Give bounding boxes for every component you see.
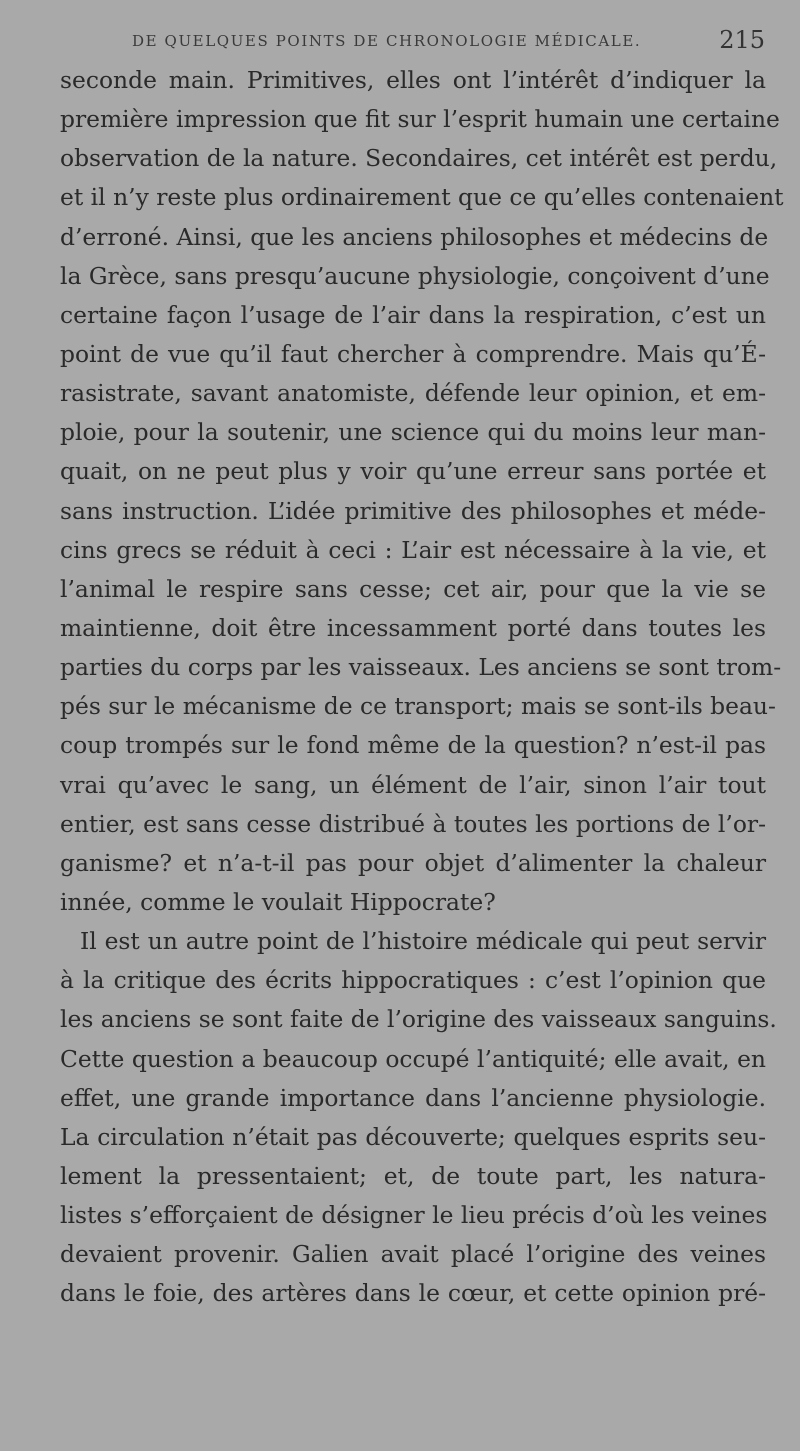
text-line: Cette question a beaucoup occupé l’antiquité; elle avait, en bbox=[60, 1044, 766, 1073]
text-line: lement la pressentaient; et, de toute part, les natura- bbox=[60, 1161, 766, 1190]
text-line: pés sur le mécanisme de ce transport; mais se sont-ils beau- bbox=[60, 692, 776, 721]
running-head: DE QUELQUES POINTS DE CHRONOLOGIE MÉDICALE. bbox=[132, 32, 642, 50]
text-line: coup trompés sur le fond même de la question? n’est-il pas bbox=[60, 731, 766, 760]
text-line: sans instruction. L’idée primitive des philosophes et méde- bbox=[60, 496, 766, 525]
page-header bbox=[60, 26, 765, 58]
text-line: La circulation n’était pas découverte; quelques esprits seu- bbox=[60, 1122, 766, 1151]
text-line: maintienne, doit être incessamment porté dans toutes les bbox=[60, 613, 766, 642]
text-line: quait, on ne peut plus y voir qu’une erreur sans portée et bbox=[60, 457, 766, 486]
text-line: observation de la nature. Secondaires, cet intérêt est perdu, bbox=[60, 144, 778, 173]
text-line: seconde main. Primitives, elles ont l’intérêt d’indiquer la bbox=[60, 66, 766, 94]
text-line: dans le foie, des artères dans le cœur, et cette opinion pré- bbox=[60, 1279, 766, 1308]
text-line: ploie, pour la soutenir, une science qui du moins leur man- bbox=[60, 418, 766, 447]
text-line: les anciens se sont faite de l’origine des vaisseaux sanguins. bbox=[60, 1005, 777, 1034]
text-line: l’animal le respire sans cesse; cet air, pour que la vie se bbox=[60, 574, 766, 603]
text-line: certaine façon l’usage de l’air dans la respiration, c’est un bbox=[60, 300, 766, 329]
text-line: la Grèce, sans presqu’aucune physiologie, conçoivent d’une bbox=[60, 261, 770, 290]
text-line: ganisme? et n’a-t-il pas pour objet d’alimenter la chaleur bbox=[60, 848, 766, 877]
text-line: entier, est sans cesse distribué à toutes les portions de l’or- bbox=[60, 809, 766, 838]
text-line: d’erroné. Ainsi, que les anciens philosophes et médecins de bbox=[60, 222, 769, 251]
text-line: vrai qu’avec le sang, un élément de l’air, sinon l’air tout bbox=[60, 770, 766, 799]
text-line: point de vue qu’il faut chercher à comprendre. Mais qu’É- bbox=[60, 339, 766, 368]
body-text bbox=[60, 61, 784, 1314]
text-line: effet, une grande importance dans l’ancienne physiologie. bbox=[60, 1083, 766, 1112]
text-line: et il n’y reste plus ordinairement que ce qu’elles contenaient bbox=[60, 183, 784, 212]
text-line: listes s’efforçaient de désigner le lieu précis d’où les veines bbox=[60, 1201, 768, 1230]
text-line: parties du corps par les vaisseaux. Les anciens se sont trom- bbox=[60, 653, 782, 682]
text-line: à la critique des écrits hippocratiques : c’est l’opinion que bbox=[60, 966, 766, 995]
paragraph-end-line: innée, comme le voulait Hippocrate? bbox=[60, 887, 496, 916]
text-line: première impression que fit sur l’esprit humain une certaine bbox=[60, 105, 780, 134]
paragraph-start-line: Il est un autre point de l’histoire médicale qui peut servir bbox=[80, 927, 766, 956]
text-line: rasistrate, savant anatomiste, défende leur opinion, et em- bbox=[60, 379, 766, 408]
text-line: devaient provenir. Galien avait placé l’origine des veines bbox=[60, 1240, 766, 1269]
page-number: 215 bbox=[719, 26, 765, 54]
text-line: cins grecs se réduit à ceci : L’air est nécessaire à la vie, et bbox=[60, 535, 766, 564]
